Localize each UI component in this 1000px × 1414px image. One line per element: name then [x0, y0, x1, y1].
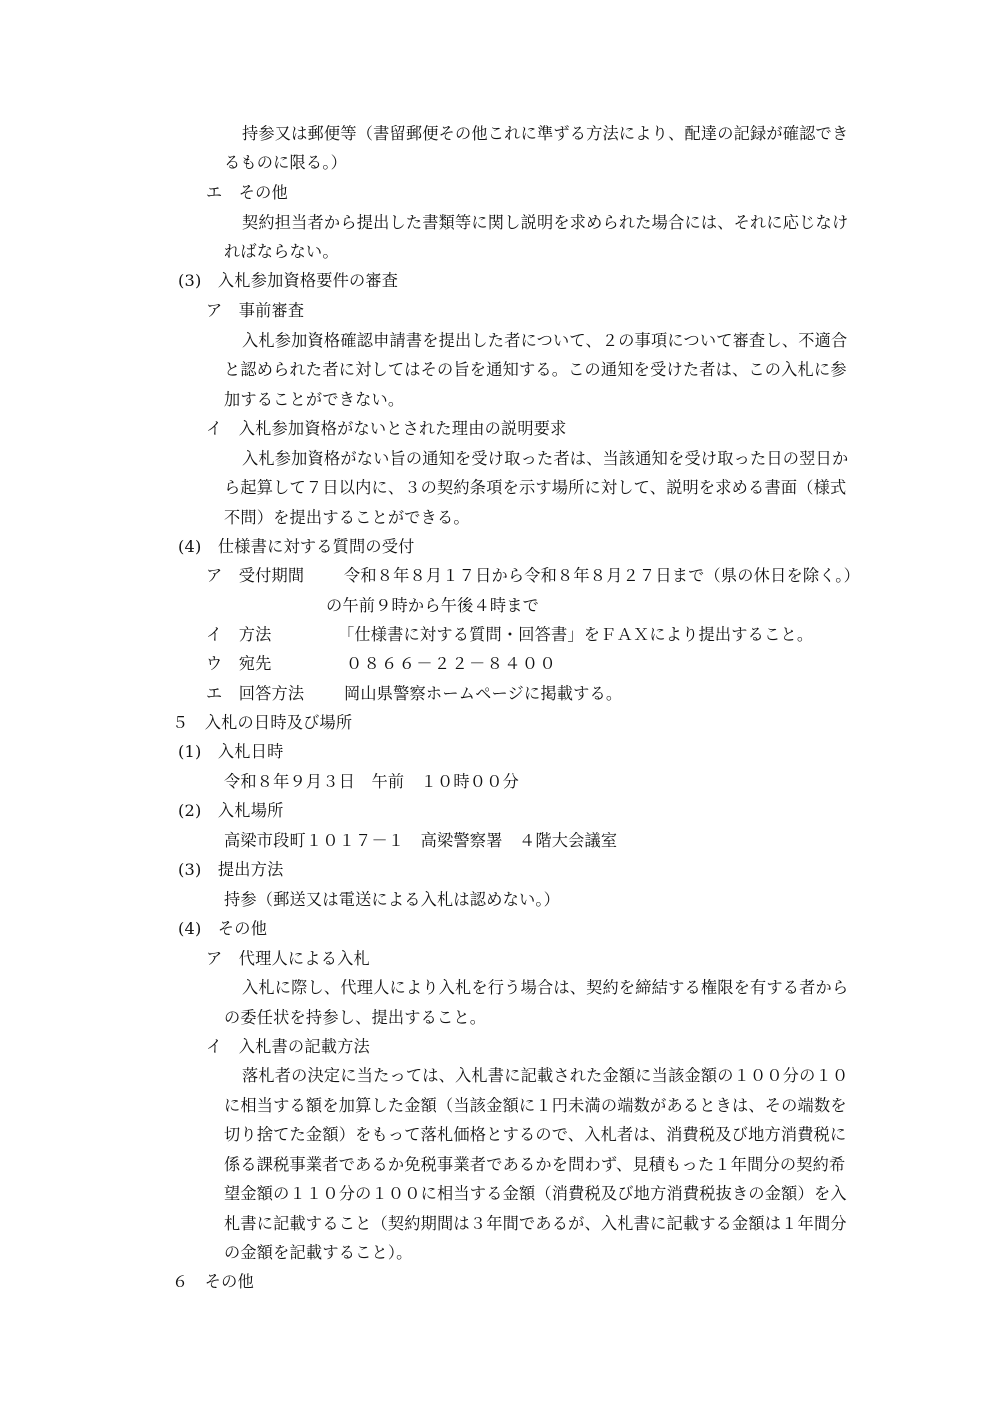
text-line: 入札に際し、代理人により入札を行う場合は、契約を締結する権限を有する者から [242, 978, 849, 997]
item-heading: エ その他 [206, 183, 288, 202]
text-line: 加することができない。 [224, 390, 405, 409]
item-value: ０８６６－２２－８４００ [346, 654, 558, 673]
text-line: 持参又は郵便等（書留郵便その他これに準ずる方法により、配達の記録が確認でき [242, 124, 849, 143]
item-value: の午前９時から午後４時まで [326, 596, 540, 615]
text-line: と認められた者に対してはその旨を通知する。この通知を受けた者は、この入札に参 [224, 360, 847, 379]
text-line: ら起算して７日以内に、３の契約条項を示す場所に対して、説明を求める書面（様式 [224, 478, 847, 497]
text-line: 不問）を提出することができる。 [224, 508, 470, 527]
text-line: の委任状を持参し、提出すること。 [224, 1008, 487, 1027]
chapter-heading: ５ 入札の日時及び場所 [172, 713, 353, 732]
text-line: 持参（郵送又は電送による入札は認めない。） [224, 890, 561, 909]
text-line: に相当する額を加算した金額（当該金額に１円未満の端数があるときは、その端数を [224, 1096, 847, 1115]
item-heading: イ 入札書の記載方法 [206, 1037, 370, 1056]
item-value: 令和８年８月１７日から令和８年８月２７日まで（県の休日を除く。） [344, 566, 860, 585]
text-line: 入札参加資格がない旨の通知を受け取った者は、当該通知を受け取った日の翌日か [242, 449, 849, 468]
text-line: 係る課税事業者であるか免税事業者であるかを問わず、見積もった１年間分の契約希 [224, 1155, 846, 1174]
item-label: ウ 宛先 [206, 654, 272, 673]
section-heading: (3) 提出方法 [178, 860, 284, 879]
item-heading: ア 事前審査 [206, 301, 305, 320]
text-line: ればならない。 [224, 242, 339, 261]
section-heading: (1) 入札日時 [178, 742, 284, 761]
text-line: 高梁市段町１０１７－１ 高梁警察署 ４階大会議室 [224, 831, 618, 850]
section-heading: (2) 入札場所 [178, 801, 284, 820]
text-line: 落札者の決定に当たっては、入札書に記載された金額に当該金額の１００分の１０ [242, 1066, 849, 1085]
item-heading: イ 入札参加資格がないとされた理由の説明要求 [206, 419, 567, 438]
text-line: 切り捨てた金額）をもって落札価格とするので、入札者は、消費税及び地方消費税に [224, 1125, 847, 1144]
section-heading: (4) その他 [178, 919, 268, 938]
chapter-heading: ６ その他 [172, 1272, 254, 1291]
text-line: 入札参加資格確認申請書を提出した者について、２の事項について審査し、不適合 [242, 331, 848, 350]
item-label: エ 回答方法 [206, 684, 305, 703]
item-label: ア 受付期間 [206, 566, 305, 585]
text-line: 望金額の１１０分の１００に相当する金額（消費税及び地方消費税抜きの金額）を入 [224, 1184, 847, 1203]
item-label: イ 方法 [206, 625, 272, 644]
text-line: 札書に記載すること（契約期間は３年間であるが、入札書に記載する金額は１年間分 [224, 1214, 847, 1233]
item-value: 岡山県警察ホームページに掲載する。 [344, 684, 623, 703]
text-line: の金額を記載すること）。 [224, 1243, 413, 1262]
section-heading: (4) 仕様書に対する質問の受付 [178, 537, 415, 556]
text-line: るものに限る。） [224, 153, 347, 172]
text-line: 令和８年９月３日 午前 １０時００分 [224, 772, 519, 791]
section-heading: (3) 入札参加資格要件の審査 [178, 271, 399, 290]
item-value: 「仕様書に対する質問・回答書」をＦＡＸにより提出すること。 [338, 625, 814, 644]
text-line: 契約担当者から提出した書類等に関し説明を求められた場合には、それに応じなけ [242, 213, 849, 232]
item-heading: ア 代理人による入札 [206, 949, 370, 968]
